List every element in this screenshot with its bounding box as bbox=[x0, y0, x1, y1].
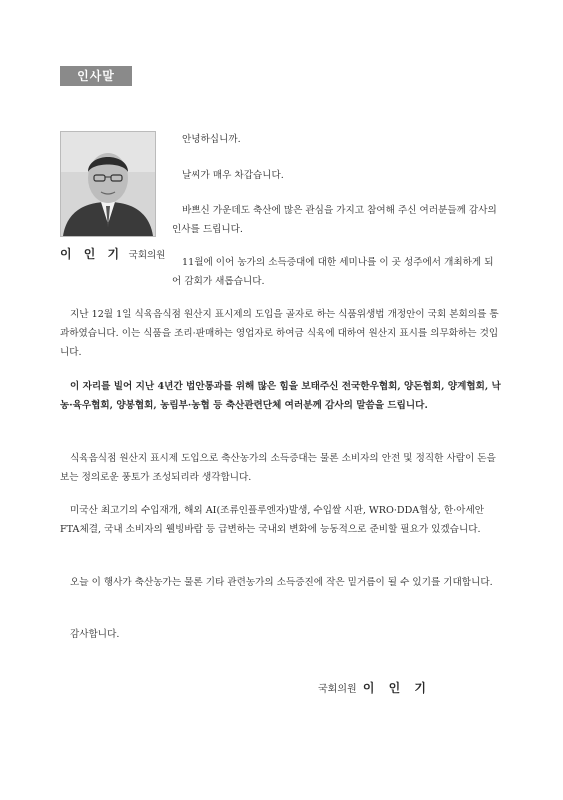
caption-name: 이 인 기 bbox=[60, 247, 124, 261]
section-heading: 인사말 bbox=[77, 69, 115, 83]
paragraph-seminar: 11월에 이어 농가의 소득증대에 대한 세미나를 이 곳 성주에서 개최하게 되어 감회가 새롭습니다. bbox=[172, 257, 494, 287]
caption-title: 국회의원 bbox=[128, 250, 166, 261]
signature-name: 이 인 기 bbox=[362, 681, 431, 695]
paragraph-hope: 오늘 이 행사가 축산농가는 물론 기타 관련농가의 소득증진에 작은 밑거름이 될 수 있기를 기대합니다. bbox=[70, 577, 493, 588]
paragraph-changes: 미국산 최고기의 수입재개, 해외 AI(조류인플루엔자)발생, 수입쌀 시판, WRO·DDA협상, 한·아세안 FTA체결, 국내 소비자의 웰빙바람 등 급변하는 국내외 변화에 능동적으로 준비할 필요가 있겠습니다. bbox=[60, 505, 484, 535]
paragraph-law-passed: 지난 12월 1일 식육음식점 원산지 표시제의 도입을 골자로 하는 식품위생법 개정안이 국회 본회의를 통과하였습니다. 이는 식품을 조리·판매하는 영업자로 하여금 식육에 대하여 원산지 표시를 의무화하는 것입니다. bbox=[60, 309, 499, 358]
signature-title: 국회의원 bbox=[318, 684, 357, 695]
portrait-caption bbox=[60, 244, 170, 264]
paragraph-greeting: 안녕하십니까. bbox=[182, 134, 241, 145]
paragraph-acknowledgements: 이 자리를 빌어 지난 4년간 법안통과를 위해 많은 힘을 보태주신 전국한우협회, 양돈협회, 양계협회, 낙농·육우협회, 양봉협회, 농림부·농협 등 축산관련단체 여러분께 감사의 말씀을 드립니다. bbox=[60, 381, 501, 411]
paragraph-weather: 날씨가 매우 차갑습니다. bbox=[182, 170, 284, 181]
signature bbox=[318, 678, 478, 698]
portrait-image bbox=[61, 132, 155, 236]
paragraph-expectation: 식육음식점 원산지 표시제 도입으로 축산농가의 소득증대는 물론 소비자의 안전 및 정직한 사람이 돈을 보는 정의로운 풍토가 조성되리라 생각합니다. bbox=[60, 453, 496, 483]
paragraph-closing: 감사합니다. bbox=[70, 629, 120, 640]
paragraph-thanks-attendance: 바쁘신 가운데도 축산에 많은 관심을 가지고 참여해 주신 여러분들께 감사의 인사를 드립니다. bbox=[172, 205, 497, 235]
portrait-photo bbox=[60, 131, 156, 237]
